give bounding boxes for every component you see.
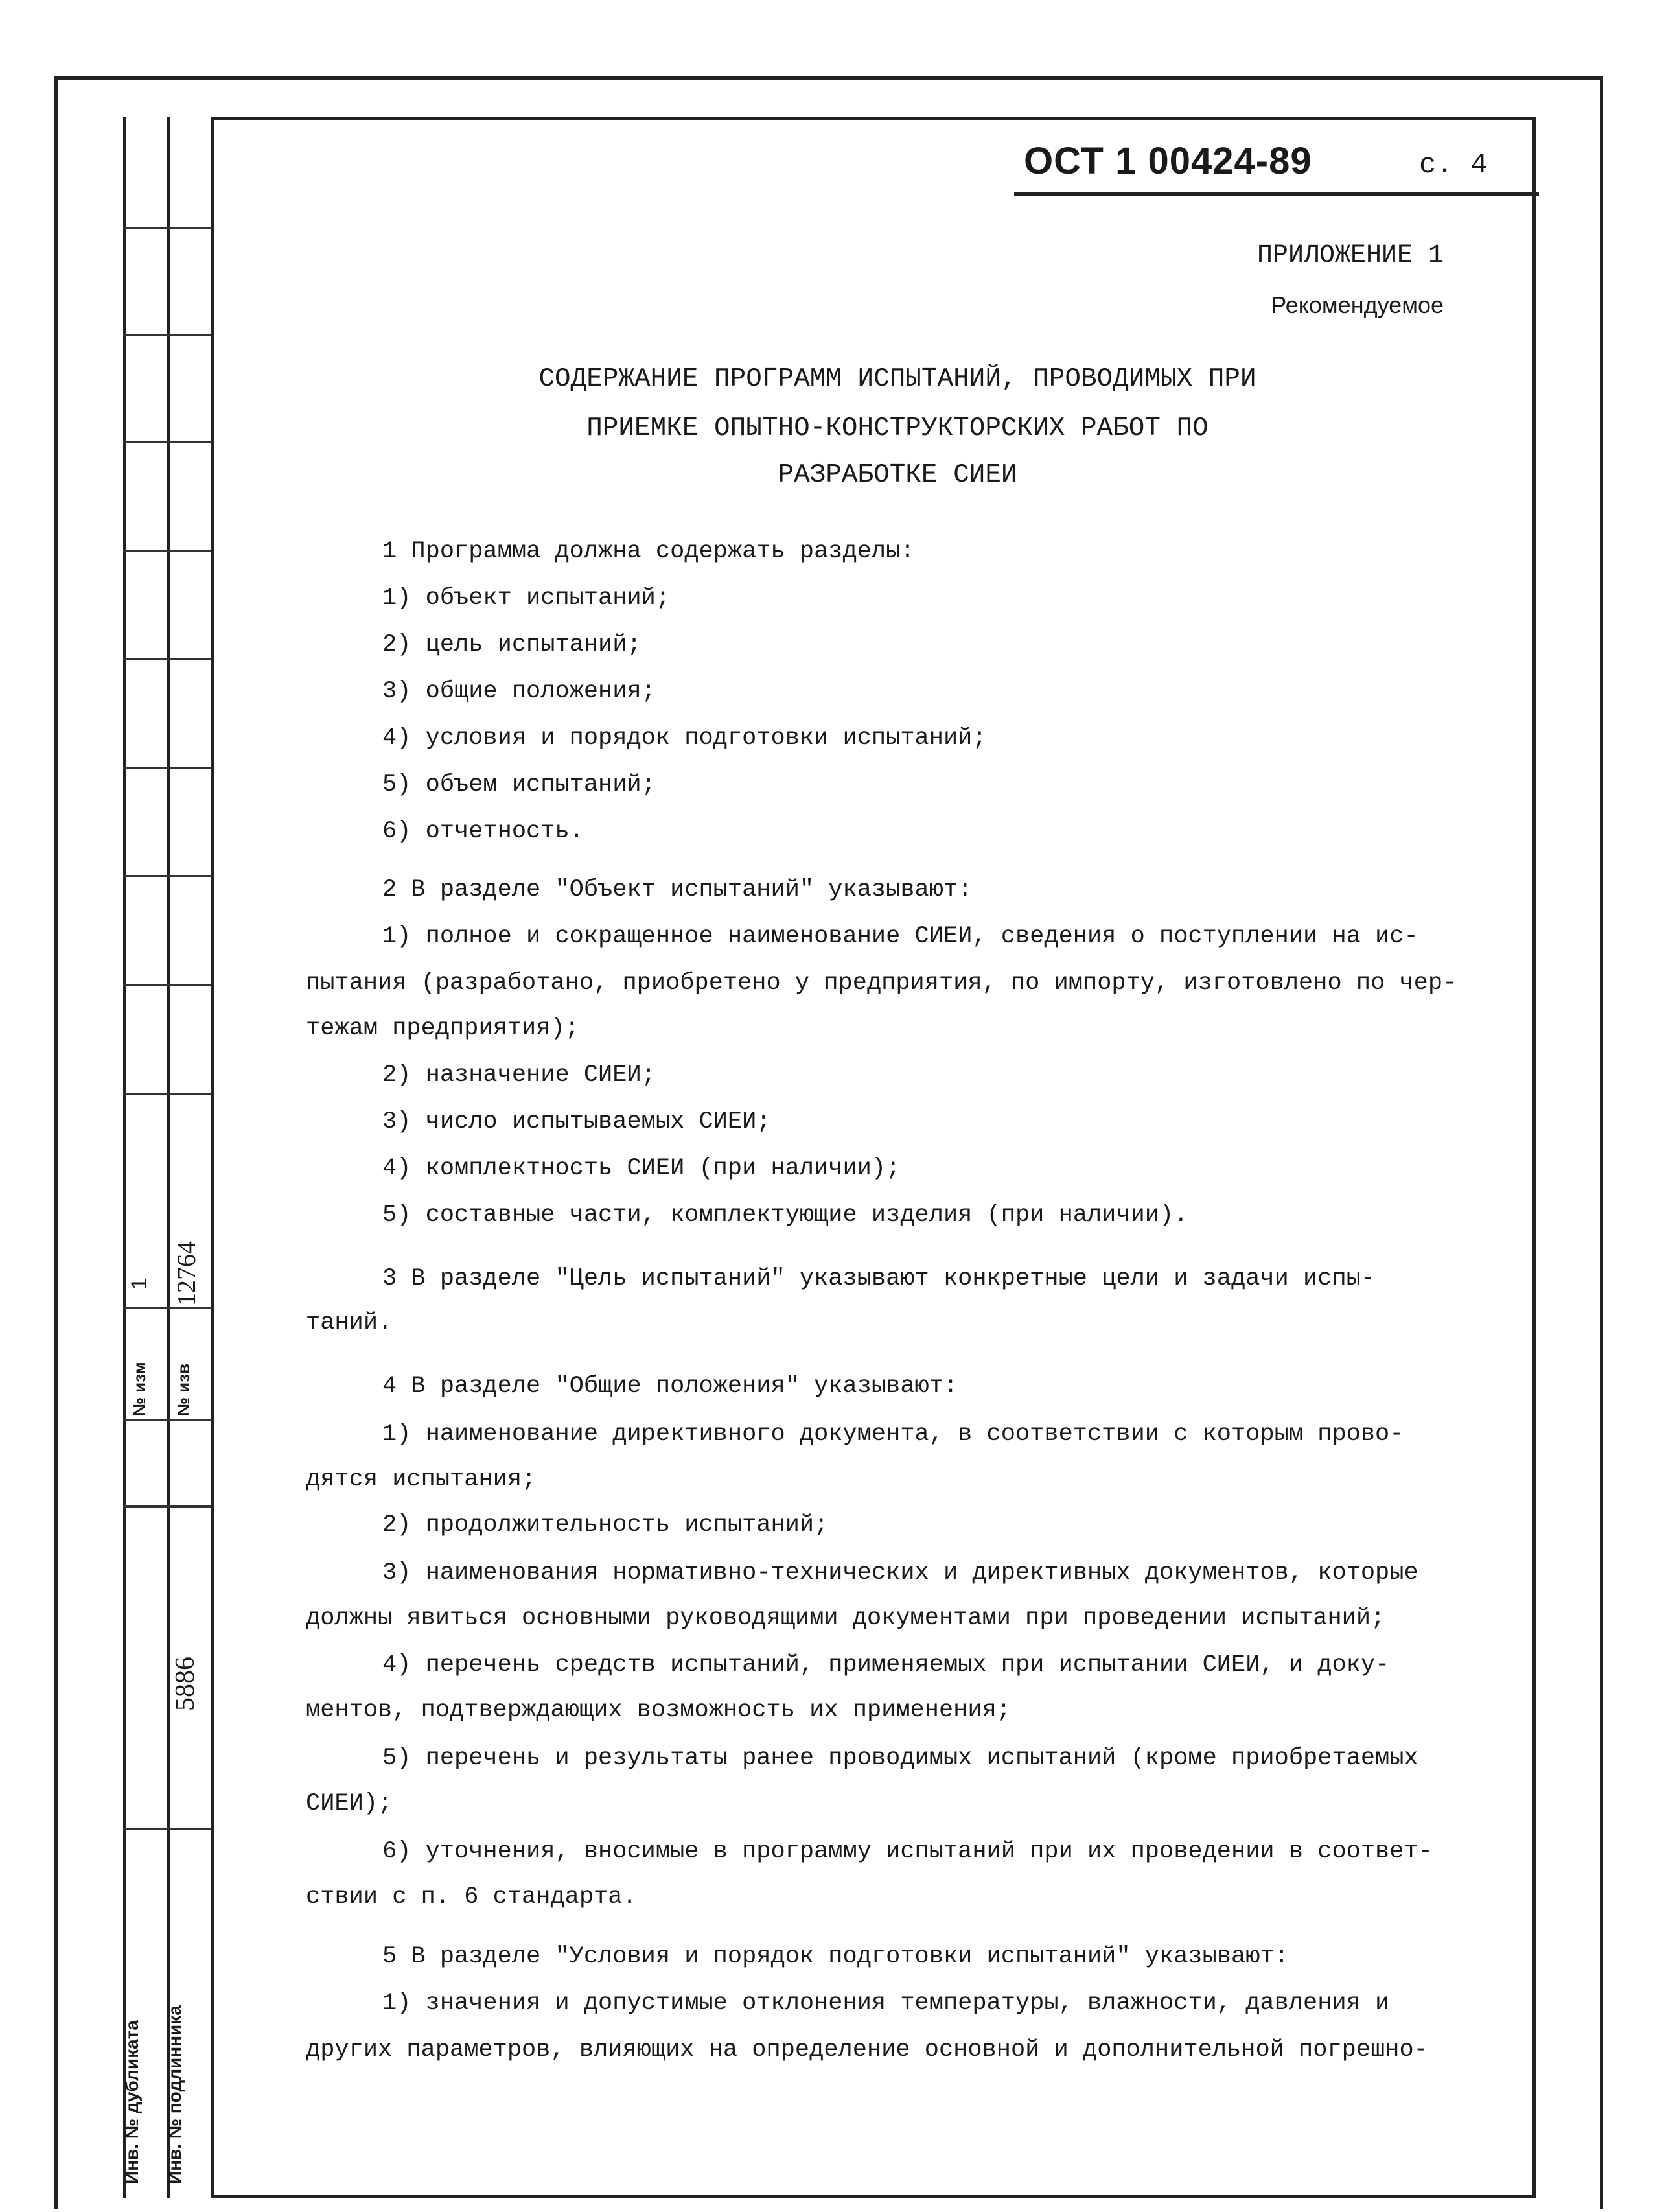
body-line: 3) число испытываемых СИЕИ; (382, 1108, 771, 1135)
margin-cell-line (123, 984, 211, 986)
body-line: 3 В разделе "Цель испытаний" указывают конкретные цели и задачи испы- (382, 1265, 1376, 1292)
body-line: 5) перечень и результаты ранее проводимых испытаний (кроме приобретаемых (382, 1745, 1418, 1772)
body-line: 3) наименования нормативно-технических и директивных документов, которые (382, 1559, 1418, 1587)
margin-cell-line (123, 1307, 211, 1309)
body-line: 5) объем испытаний; (382, 771, 656, 798)
title-line-2: ПРИЕМКЕ ОПЫТНО-КОНСТРУКТОРСКИХ РАБОТ ПО (586, 413, 1209, 443)
margin-cell-line (123, 1505, 211, 1508)
margin-izm-value: 1 (127, 1277, 152, 1290)
margin-cell-line (123, 767, 211, 769)
margin-cell-line (123, 875, 211, 877)
page-number: с. 4 (1419, 149, 1488, 181)
body-line: 1) наименование директивного документа, в соответствии с которым прово- (382, 1421, 1404, 1448)
body-line: 5 В разделе "Условия и порядок подготовки испытаний" указывают: (382, 1943, 1289, 1970)
body-line: ствии с п. 6 стандарта. (306, 1883, 637, 1911)
margin-cell-line (123, 334, 211, 336)
title-line-1: СОДЕРЖАНИЕ ПРОГРАММ ИСПЫТАНИЙ, ПРОВОДИМЫХ ПРИ (538, 364, 1256, 394)
body-line: дятся испытания; (306, 1466, 537, 1493)
appendix-label: ПРИЛОЖЕНИЕ 1 (1256, 241, 1444, 270)
margin-cell-line (123, 1093, 211, 1095)
body-line: таний. (306, 1309, 393, 1336)
appendix-type: Рекомендуемое (1271, 292, 1444, 318)
title-line-3: РАЗРАБОТКЕ СИЕИ (778, 460, 1017, 490)
margin-izm-label: № изм (130, 1362, 149, 1416)
body-line: 2 В разделе "Объект испытаний" указывают: (382, 876, 973, 903)
body-line: других параметров, влияющих на определение основной и дополнительной погрешно- (306, 2036, 1428, 2064)
margin-izv-label: № изв (174, 1363, 193, 1416)
body-line: пытания (разработано, приобретено у предприятия, по импорту, изготовлено по чер- (306, 970, 1457, 997)
body-line: 6) уточнения, вносимые в программу испытаний при их проведении в соответ- (382, 1838, 1433, 1865)
document-code: ОСТ 1 00424-89 (1024, 140, 1312, 182)
body-line: 2) продолжительность испытаний; (382, 1511, 829, 1539)
margin-cell-line (123, 658, 211, 660)
margin-cell-line (123, 550, 211, 552)
margin-cell-line (123, 227, 211, 229)
margin-column-line (123, 117, 126, 2198)
margin-cell-line (123, 1419, 211, 1421)
body-line: 4) комплектность СИЕИ (при наличии); (382, 1155, 901, 1182)
margin-cell-line (123, 1828, 211, 1830)
body-line: должны явиться основными руководящими документами при проведении испытаний; (306, 1605, 1385, 1632)
margin-cell-line (123, 441, 211, 443)
body-line: 2) назначение СИЕИ; (382, 1062, 656, 1089)
body-line: 1 Программа должна содержать разделы: (382, 538, 915, 565)
margin-dubl-label: Инв. № дубликата (122, 2020, 142, 2184)
body-line: 4) перечень средств испытаний, применяемых при испытании СИЕИ, и доку- (382, 1651, 1390, 1679)
margin-podl-label: Инв. № подлинника (165, 2005, 185, 2184)
body-line: 2) цель испытаний; (382, 631, 642, 658)
header-rule (1014, 192, 1539, 196)
body-line: тежам предприятия); (306, 1015, 579, 1042)
body-line: 3) общие положения; (382, 678, 656, 705)
margin-izv-value: 12764 (172, 1241, 201, 1306)
body-line: ментов, подтверждающих возможность их применения; (306, 1697, 1011, 1724)
margin-column-line (167, 117, 170, 2198)
body-line: 6) отчетность. (382, 818, 584, 845)
body-line: 1) значения и допустимые отклонения температуры, влажности, давления и (382, 1990, 1390, 2017)
body-line: 4 В разделе "Общие положения" указывают: (382, 1373, 958, 1400)
body-line: 5) составные части, комплектующие изделия (при наличии). (382, 1202, 1188, 1229)
body-line: 4) условия и порядок подготовки испытаний; (382, 725, 987, 752)
margin-podl-value: 5886 (170, 1657, 200, 1711)
body-line: СИЕИ); (306, 1790, 393, 1817)
body-line: 1) полное и сокращенное наименование СИЕИ, сведения о поступлении на ис- (382, 923, 1418, 950)
body-line: 1) объект испытаний; (382, 585, 671, 612)
